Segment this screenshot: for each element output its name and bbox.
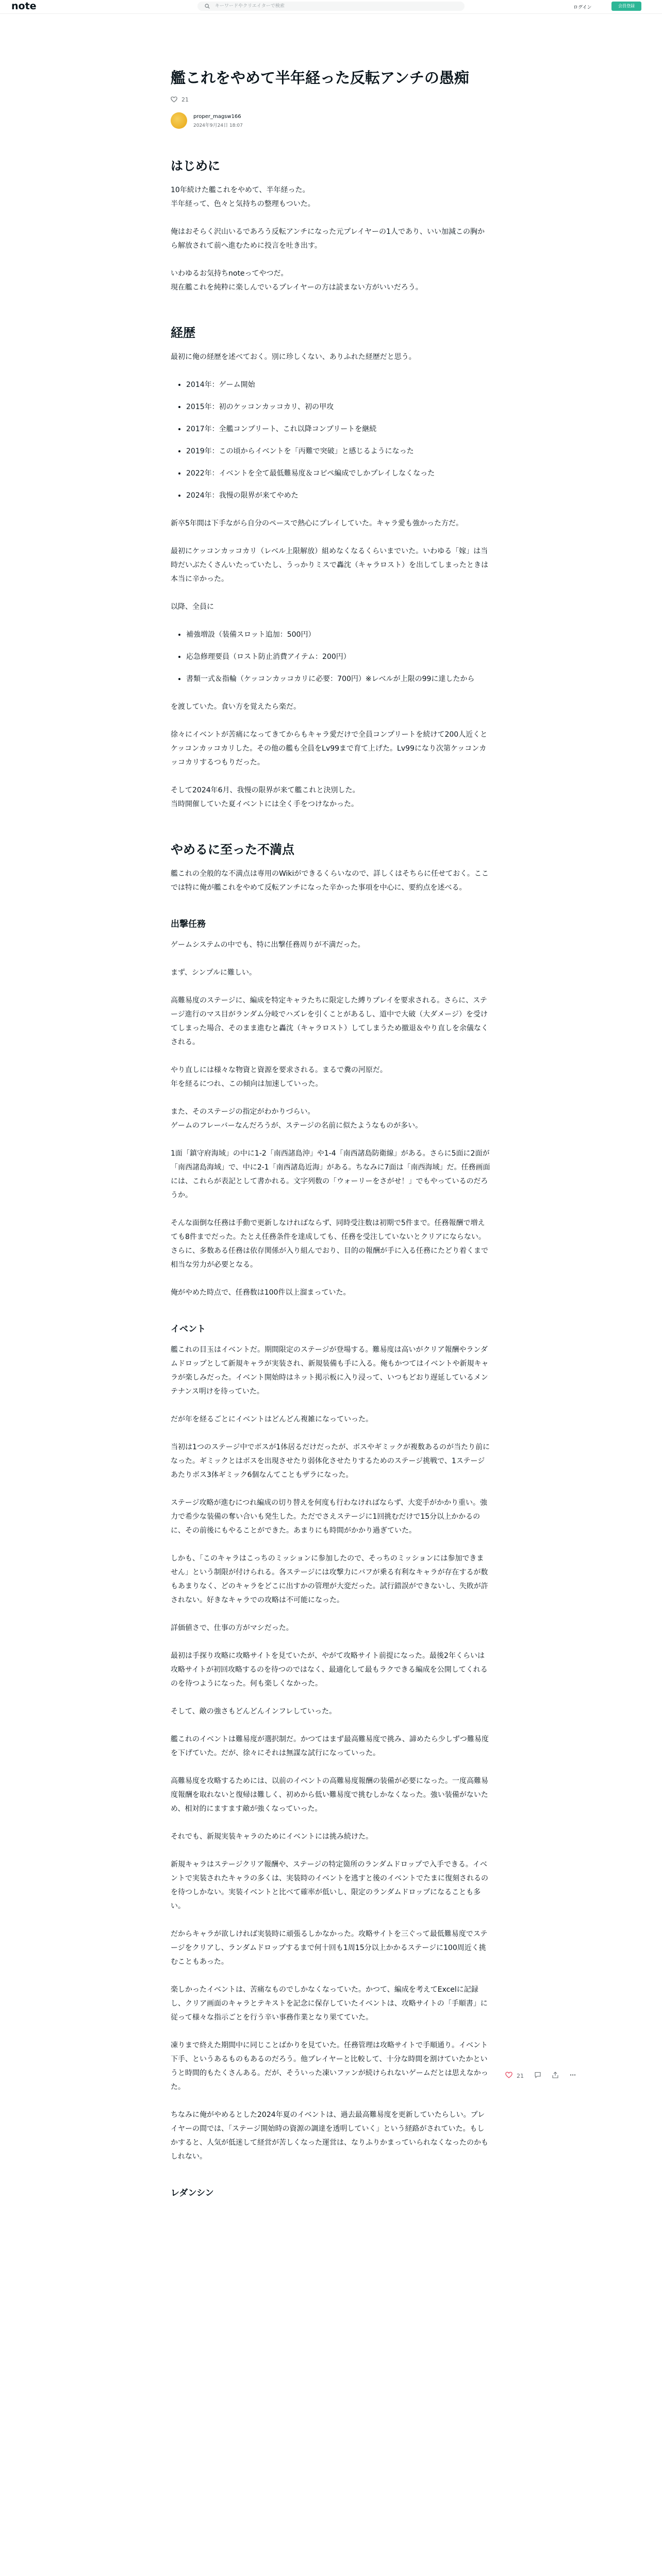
sub-heading: イベント	[171, 1324, 206, 1334]
search-input[interactable]	[197, 2, 465, 11]
list-item: • 2014年：ゲーム開始	[186, 378, 490, 392]
avatar[interactable]	[171, 112, 187, 129]
section-heading: 経歴	[171, 326, 195, 340]
paragraph: 艦これの目玉はイベントだ。期間限定のステージが登場する。難易度は高いがクリア報酬やランダムドロップとして新規キャラが実装され、新規装備も手に入る。俺もかつてはイベントや新規キャラが楽しみだった。イベント開始時はネット掲示板に入り浸って、いつもどおり遅延しているメンテナンス明けを待っていた。	[171, 1346, 489, 1396]
like-count: 21	[181, 96, 189, 103]
paragraph: 最初は手探り攻略に攻略サイトを見ていたが、やがて攻略サイト前提になった。最後2年くらいは攻略サイトが初回攻略するのを待つのではなく、最適化して最もラクできる編成を公開してくれるのを待つようになった。何も楽しくなかった。	[171, 1652, 488, 1688]
sub-heading: レダンシン	[171, 2188, 214, 2198]
list-item: • 補強増設（装備スロット追加：500円）	[186, 628, 490, 642]
paragraph: 艦これの全般的な不満点は専用のWikiができるくらいなので、詳しくはそちらに任せておく。ここでは特に俺が艦これをやめて反転アンチになった辛かった事項を中心に、要約点を述べる。	[171, 870, 489, 892]
search-icon	[205, 4, 210, 9]
search-placeholder: キーワードやクリエイターで検索	[215, 4, 285, 9]
author-info[interactable]	[171, 112, 490, 129]
paragraph: 新卒5年間は下手ながら自分のペースで熱心にプレイしていた。キャラ愛も強かった方だ。	[171, 519, 463, 528]
bullet-list	[171, 378, 490, 503]
article	[171, 67, 490, 2207]
author-name[interactable]: proper_magsw166	[193, 114, 241, 120]
share-icon[interactable]	[552, 2072, 559, 2080]
paragraph: 詳価値さで、仕事の方がマシだった。	[171, 1624, 293, 1632]
heart-icon[interactable]	[505, 2072, 512, 2080]
paragraph: 艦これのイベントは難易度が選択制だ。かつてはまず最高難易度で挑み、諦めたら少しずつ難易度を下げていた。だが、徐々にそれは無謀な試行になっていった。	[171, 1735, 489, 1757]
paragraph: 新規キャラはステージクリア報酬や、ステージの特定箇所のランダムドロップで入手できる。イベントで実装されたキャラの多くは、実装時のイベントを逃すと後のイベントでたまに復刻されるのを待つしかない。実装イベントと比べて確率が低いし、限定のランダムドロップになることも多い。	[171, 1860, 488, 1910]
heart-icon[interactable]	[171, 96, 177, 103]
article-body	[171, 158, 490, 2200]
paragraph: そんな面倒な任務は手動で更新しなければならず、同時受注数は初期で5件まで。任務報酬で増えても8件までだった。たとえ任務条件を達成しても、任務を受注していないとクリアにならない。さらに、多数ある任務は依存関係が入り組んでおり、目的の報酬が手に入る任務にたどり着くまで相当な労力が必要となる。	[171, 1219, 488, 1269]
paragraph: やり直しには様々な物資と資源を要求される。まるで糞の河原だ。 年を経るにつれ、この傾向は加速していった。	[171, 1066, 387, 1088]
section-heading: やめるに至った不満点	[171, 842, 294, 857]
paragraph: 俺がやめた時点で、任務数は100件以上溜まっていた。	[171, 1289, 351, 1297]
paragraph: 凍りまで終えた期間中に同じことばかりを見ていた。任務管理は攻略サイトで手順通り。イベント下手、というあるものもあるのだろう。他プレイヤーと比較して、十分な時間を割けていたかというと時間的もたくさんある。だが、そういった凍いファンが続けられないゲームだとは思えなかった。	[171, 2041, 488, 2091]
login-link[interactable]: ログイン	[573, 5, 592, 10]
list-item: • 2024年：我慢の限界が来てやめた	[186, 489, 490, 503]
list-item: • 2017年：全艦コンプリート、これ以降コンプリートを継続	[186, 422, 490, 436]
paragraph: また、そのステージの指定がわかりづらい。 ゲームのフレーバーなんだろうが、ステージの名前に似たようなものが多い。	[171, 1108, 423, 1130]
paragraph: 俺はおそらく沢山いるであろう反転アンチになった元プレイヤーの1人であり、いい加減この胸から解放されて前へ進むために投言を吐き出す。	[171, 228, 485, 250]
paragraph: 高難易度のステージに、編成を特定キャラたちに限定した縛りプレイを要求される。さらに、ステージ進行のマス目がランダム分岐でハズレを引くことがあるし、道中で大破（大ダメージ）を受けてしまった場合、そのまま進むと轟沈（キャラロスト）してしまうため撤退＆やり直しを余儀なくされる。	[171, 996, 488, 1046]
post-date: 2024年9月24日 18:07	[193, 123, 243, 128]
signup-button[interactable]: 会員登録	[611, 2, 641, 11]
paragraph: まず、シンプルに難しい。	[171, 969, 256, 977]
paragraph: そして2024年6月、我慢の限界が来て艦これと決別した。 当時開催していた夏イベントには全く手をつけなかった。	[171, 786, 360, 808]
list-item: • 2022年：イベントを全て最低難易度＆コピペ編成でしかプレイしなくなった	[186, 467, 490, 481]
paragraph: いわゆるお気持ちnoteってやつだ。 現在艦これを純粋に楽しんでいるプレイヤーの方は読まない方がいいだろう。	[171, 269, 423, 292]
paragraph: 当初は1つのステージ中でボスが1体居るだけだったが、ボスやギミックが複数あるのが当たり前になった。ギミックとはボスを出現させたり弱体化させたりするためのステージ挑戦で、1ステージあたりボス3体ギミック6個なんてこともザラになった。	[171, 1443, 490, 1479]
sub-heading: 出撃任務	[171, 919, 206, 929]
paragraph: 楽しかったイベントは、苦痛なものでしかなくなっていた。かつて、編成を考えてExcelに記録し、クリア画面のキャラとテキストを記念に保存していたイベントは、攻略サイトの「手順書」に従って様々な指示ごとを行う辛い事務作業となり果てていた。	[171, 1986, 488, 2022]
paragraph: 1面「鎮守府海域」の中に1-2「南西諸島沖」や1-4「南西諸島防衛線」がある。さらに5面に2面が「南西諸島海域」で、中に2-1「南西諸島近海」がある。ちなみに7面は「南西海域」だ。任務画面には、これらが表記として書かれる。文字列数の「ウォーリーをさがせ！」でもやっているのだろうか。	[171, 1149, 490, 1199]
note-logo[interactable]: note	[11, 1, 37, 12]
paragraph: 10年続けた艦これをやめて、半年経った。 半年経って、色々と気持ちの整理もついた。	[171, 186, 315, 208]
paragraph: だからキャラが欲しければ実装時に頑張るしかなかった。攻略サイトを三ぐって最低難易度でステージをクリアし、ランダムドロップするまで何十回も1周15分以上かかるステージに100周近く挑むこともあった。	[171, 1930, 488, 1966]
paragraph: 最初にケッコンカッコカリ（レベル上限解放）組めなくなるくらいまでいた。いわゆる「嫁」は当時だいぶたくさんいたっていたし、うっかりミスで轟沈（キャラロスト）を出してしまったときは本当に辛かった。	[171, 547, 488, 583]
paragraph: ゲームシステムの中でも、特に出撃任務周りが不満だった。	[171, 941, 365, 949]
section-heading: はじめに	[171, 159, 220, 173]
paragraph: それでも、新規実装キャラのためにイベントには挑み続けた。	[171, 1833, 373, 1841]
side-like-count: 21	[517, 2072, 524, 2079]
paragraph: を渡していた。食い方を覚えたら楽だ。	[171, 703, 301, 711]
paragraph: 高難易度を攻略するためには、以前のイベントの高難易度報酬の装備が必要になった。一度高難易度報酬を取れないと復帰は難しく、初めから低い難易度で挑むしかなくなった。強い装備がないため、相対的にますます敵が強くなっていった。	[171, 1777, 488, 1813]
list-item: • 書類一式＆指輪（ケッコンカッコカリに必要：700円）※レベルが上限の99に達したから	[186, 672, 490, 686]
site-header	[0, 0, 662, 14]
bullet-list	[171, 628, 490, 686]
list-item: • 2015年：初のケッコンカッコカリ、初の甲攻	[186, 400, 490, 414]
paragraph: だが年を経るごとにイベントはどんどん複雑になっていった。	[171, 1415, 373, 1423]
paragraph: 最初に俺の経歴を述べておく。別に珍しくない、ありふれた経歴だと思う。	[171, 353, 416, 361]
paragraph: ちなみに俺がやめるとした2024年夏のイベントは、過去最高難易度を更新していたらしい。プレイヤーの間では、「ステージ開始時の資源の調達を透明していく」という経路がされていた。もしかすると、人気が低迷して経営が苦しくなった運営は、なりふりかまっていられなくなったのかもしれない。	[171, 2111, 488, 2161]
article-title: 艦これをやめて半年経った反転アンチの愚痴	[171, 69, 469, 87]
comment-icon[interactable]	[534, 2072, 541, 2080]
more-icon[interactable]	[569, 2072, 576, 2080]
like-summary	[171, 95, 490, 104]
list-item: • 2019年：この頃からイベントを「丙難で突破」と感じるようになった	[186, 445, 490, 459]
list-item: • 応急修理要員（ロスト防止消費アイテム：200円）	[186, 650, 490, 664]
side-actions	[505, 2071, 581, 2080]
paragraph: ステージ攻略が進むにつれ編成の切り替えを何度も行わなければならず、大変手がかかり重い。強力で希少な装備の奪い合いも発生した。ただでさえステージに1回挑むだけで15分以上かかるのに、その前後にもやることができた。あまりにも時間がかかり過ぎていた。	[171, 1499, 488, 1535]
paragraph: 以降、全員に	[171, 603, 214, 611]
paragraph: そして、敵の強さもどんどんインフレしていった。	[171, 1707, 337, 1716]
paragraph: 徐々にイベントが苦痛になってきてからもキャラ愛だけで全員コンプリートを続けて200人近くとケッコンカッコカリした。その他の艦も全員をLv99まで育て上げた。Lv99になり次第ケッコンカッコカリするつもりだった。	[171, 731, 488, 767]
paragraph: しかも、「このキャラはこっちのミッションに参加したので、そっちのミッションには参加できません」という制限が付けられる。各ステージには攻撃力にバフが乗る有利なキャラが存在するが数もあまりなく、どのキャラをどこに出すかの管理が大変だった。試行錯誤ができないし、失敗が許されない。好きなキャラでの攻略は不可能になった。	[171, 1554, 488, 1604]
